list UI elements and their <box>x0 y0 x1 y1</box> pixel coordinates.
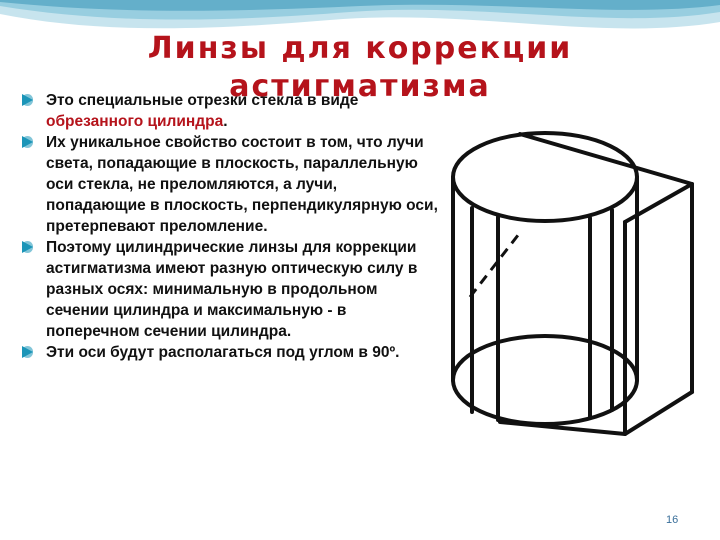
slide-title-line-2: астигматизма <box>229 69 491 104</box>
page-number: 16 <box>666 514 679 526</box>
bullet-1-text-start: Это специальные отрезки стекла в виде <box>46 92 359 109</box>
bullet-1-text-end: . <box>223 113 228 130</box>
bullet-marker-icon <box>22 346 33 358</box>
bullet-marker-icon <box>22 136 33 148</box>
bullet-item-4 <box>20 342 438 363</box>
bullet-2-text: Их уникальное свойство состоит в том, что лучи света, попадающие в плоскость, параллельную оси стекла, не преломляются, а лучи, попадающие в плоскость, перпендикулярную оси, претерпевают преломление. <box>46 134 438 235</box>
bullet-list <box>20 90 438 363</box>
bullet-4-text: Эти оси будут располагаться под углом в 90º. <box>46 344 400 361</box>
truncated-cylinder-lens-drawing <box>440 122 710 442</box>
bullet-item-3 <box>20 237 438 342</box>
bullet-item-2 <box>20 132 438 237</box>
bullet-item-1 <box>20 90 438 132</box>
bullet-1-highlight: обрезанного цилиндра <box>46 113 224 130</box>
bullet-3-text: Поэтому цилиндрические линзы для коррекции астигматизма имеют разную оптическую силу в разных осях: минимальную в продольном сечении цилиндра и максимальную - в поперечном сечении цилиндра. <box>46 239 418 340</box>
bullet-marker-icon <box>22 241 33 253</box>
bullet-marker-icon <box>22 94 33 106</box>
slide-title-line-1: Линзы для коррекции <box>147 31 573 66</box>
